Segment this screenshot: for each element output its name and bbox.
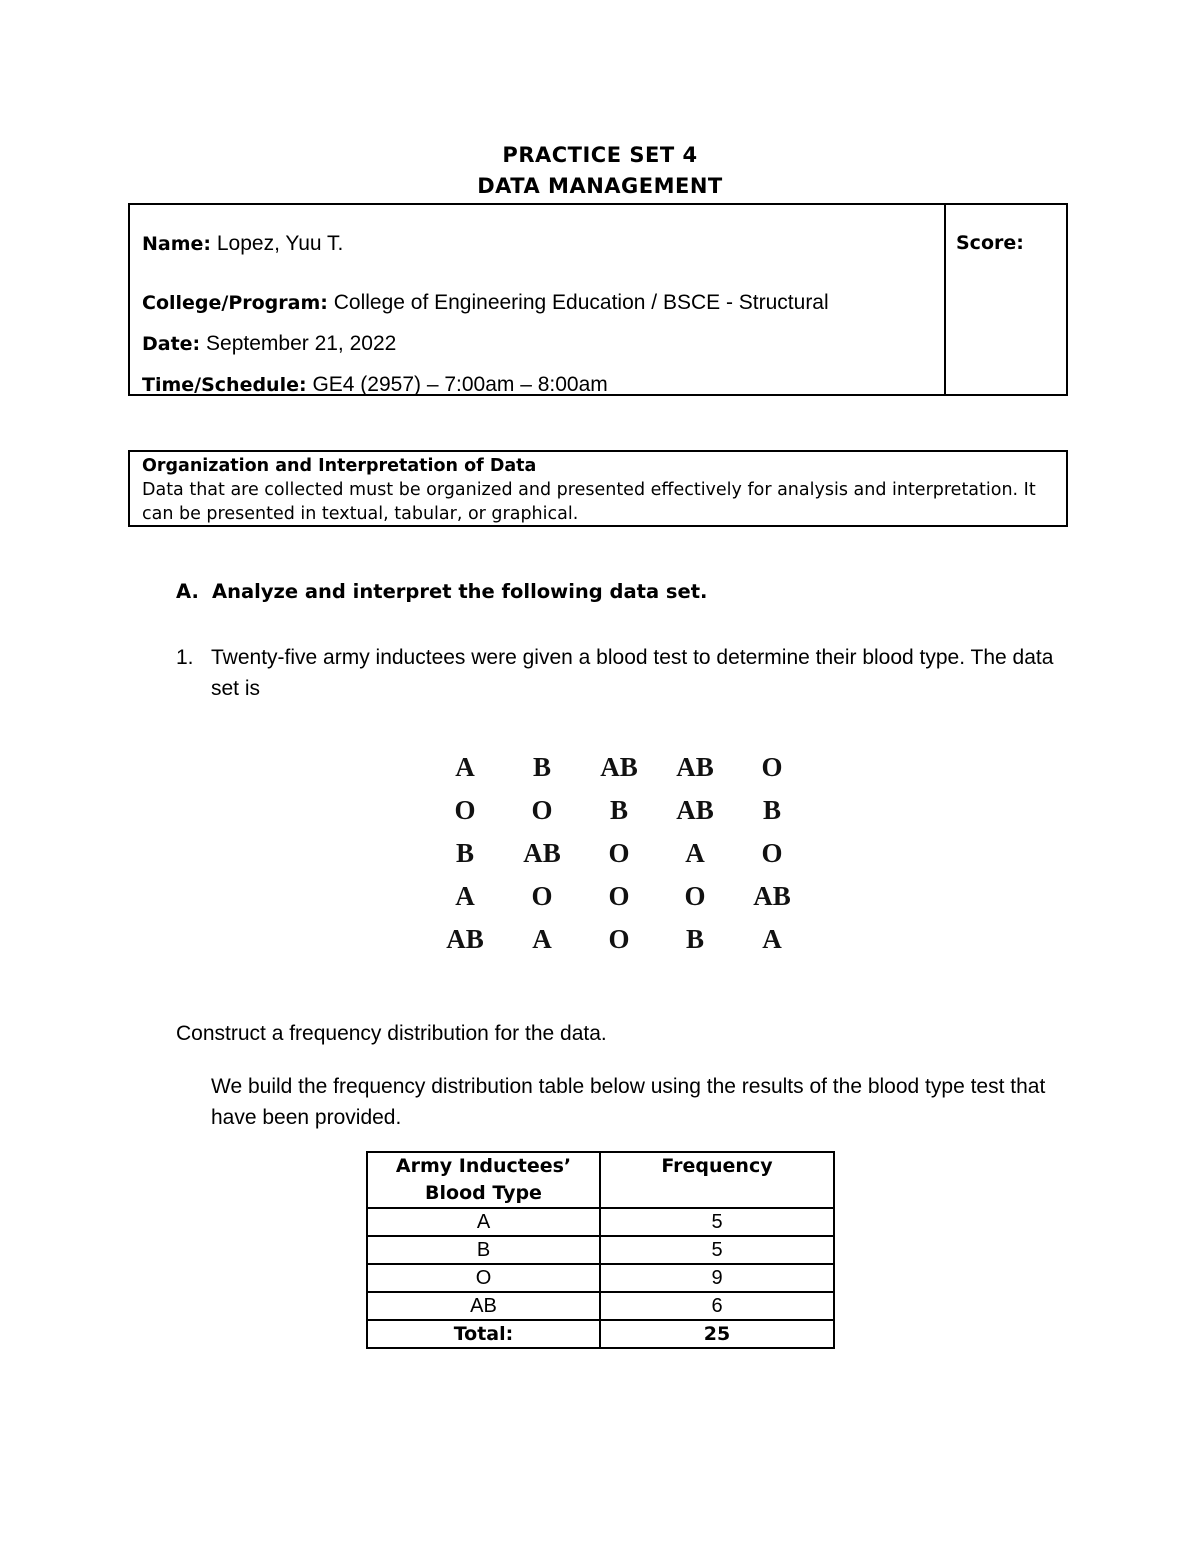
- table-total-row: [367, 1320, 834, 1348]
- blood-grid-cell: O: [684, 881, 706, 911]
- blood-grid-cell: O: [761, 752, 783, 782]
- organization-box: [128, 450, 1068, 527]
- blood-grid-cell: AB: [676, 795, 714, 825]
- frequency-cell: 5: [600, 1208, 834, 1236]
- blood-grid-cell: O: [531, 881, 553, 911]
- name-value: Lopez, Yuu T.: [216, 232, 344, 255]
- info-divider: [944, 205, 946, 394]
- header-blood-type: Army Inductees’ Blood Type: [367, 1152, 600, 1208]
- table-row: [367, 1236, 834, 1264]
- organization-body: Data that are collected must be organized and presented effectively for analysis and interpretation. It can be presented in textual, tabular, or graphical.: [142, 480, 1036, 524]
- college-label: College/Program:: [142, 292, 328, 314]
- date-value: September 21, 2022: [206, 332, 397, 355]
- frequency-cell: 9: [600, 1264, 834, 1292]
- blood-grid-cell: B: [685, 924, 704, 954]
- time-line: [142, 373, 608, 397]
- page-subtitle: DATA MANAGEMENT: [477, 174, 723, 198]
- blood-type-cell: B: [367, 1236, 600, 1264]
- blood-grid-cell: A: [762, 924, 782, 954]
- table-row: [367, 1292, 834, 1320]
- blood-type-cell: A: [367, 1208, 600, 1236]
- blood-grid-cell: AB: [753, 881, 791, 911]
- frequency-cell: 5: [600, 1236, 834, 1264]
- date-label: Date:: [142, 333, 201, 355]
- college-value: College of Engineering Education / BSCE - Structural: [333, 291, 829, 314]
- date-line: [142, 332, 396, 356]
- header-frequency: Frequency: [600, 1152, 834, 1208]
- table-row: [367, 1264, 834, 1292]
- blood-grid-cell: O: [608, 838, 630, 868]
- frequency-cell: 6: [600, 1292, 834, 1320]
- section-heading-text: Analyze and interpret the following data set.: [212, 580, 708, 603]
- college-line: [142, 291, 829, 315]
- section-a-heading: [176, 580, 707, 603]
- blood-grid-cell: O: [531, 795, 553, 825]
- blood-grid-cell: A: [455, 881, 475, 911]
- table-row: [367, 1208, 834, 1236]
- blood-grid-cell: O: [454, 795, 476, 825]
- table-header-row: [367, 1152, 834, 1208]
- blood-grid-cell: B: [455, 838, 474, 868]
- question-number: 1.: [176, 646, 194, 669]
- name-label: Name:: [142, 233, 212, 255]
- section-letter: A.: [176, 580, 199, 603]
- question-text: Twenty-five army inductees were given a blood test to determine their blood type. The data set is: [211, 646, 1054, 700]
- organization-title: Organization and Interpretation of Data: [142, 456, 537, 476]
- frequency-table: [366, 1151, 835, 1349]
- blood-grid-cell: A: [532, 924, 552, 954]
- score-label: Score:: [956, 232, 1024, 254]
- blood-grid-cell: B: [532, 752, 551, 782]
- blood-grid-cell: O: [761, 838, 783, 868]
- student-info-box: [128, 203, 1068, 396]
- blood-grid-cell: AB: [600, 752, 638, 782]
- blood-grid-cell: O: [608, 881, 630, 911]
- blood-type-cell: AB: [367, 1292, 600, 1320]
- construct-instruction: Construct a frequency distribution for the data.: [176, 1022, 607, 1045]
- blood-grid-cell: O: [608, 924, 630, 954]
- name-line: [142, 232, 343, 256]
- total-value: 25: [600, 1320, 834, 1348]
- page-title: PRACTICE SET 4: [502, 143, 698, 167]
- blood-grid-cell: B: [762, 795, 781, 825]
- time-label: Time/Schedule:: [142, 374, 307, 396]
- blood-grid-cell: A: [685, 838, 705, 868]
- total-label: Total:: [367, 1320, 600, 1348]
- blood-type-cell: O: [367, 1264, 600, 1292]
- blood-grid-cell: AB: [523, 838, 561, 868]
- blood-grid-cell: A: [455, 752, 475, 782]
- time-value: GE4 (2957) – 7:00am – 8:00am: [312, 373, 608, 396]
- blood-grid-cell: AB: [676, 752, 714, 782]
- blood-grid-cell: AB: [446, 924, 484, 954]
- blood-grid-cell: B: [609, 795, 628, 825]
- explanation-text: We build the frequency distribution table below using the results of the blood type test that have been provided.: [211, 1075, 1046, 1129]
